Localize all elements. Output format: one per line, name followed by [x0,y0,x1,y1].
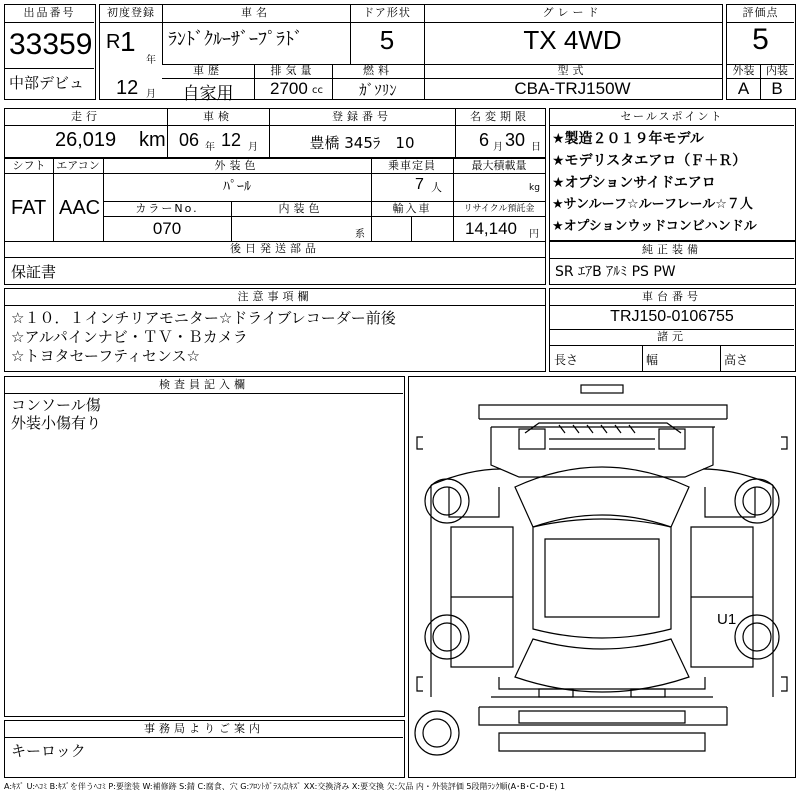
chassis-number: TRJ150-0106755 [610,308,734,325]
venue-name: 中部デビュ [9,74,85,92]
first-reg-era: R [106,31,121,53]
office-value: キーロック [11,742,86,760]
genuine-label: 純正装備 [642,243,702,256]
first-reg-month: 12 [116,77,139,99]
ac-label: エアコン [56,159,100,172]
details-box [4,108,546,285]
lot-number: 33359 [9,28,93,61]
office-label: 事務局よりご案内 [144,722,264,735]
inspection-month: 12 [221,130,242,150]
notes-line: ☆１０．１インチリアモニター☆ドライブレコーダー前後 [11,309,396,327]
displacement-value: 2700 [270,79,308,98]
interior-color-unit: 系 [355,229,365,240]
car-name-label: 車名 [241,6,271,19]
fuel-label: 燃料 [363,64,393,77]
dims-label: 諸元 [657,330,687,343]
inspector-line: コンソール傷 [11,396,101,414]
grade-value: TX 4WD [523,25,622,55]
load-label: 最大積載量 [471,159,527,172]
fuel-value: ｶﾞｿﾘﾝ [359,81,397,99]
interior-color-label: 内装色 [278,202,324,215]
later-parts-label: 後日発送部品 [230,242,320,255]
inspection-label: 車検 [203,110,233,123]
genuine-equipment-box [549,241,796,285]
car-diagram-box [408,376,796,778]
sales-points-box [549,108,796,241]
capacity-unit: 人 [431,181,442,194]
grade-label: グレード [542,6,603,19]
chassis-box [549,288,796,372]
inspection-year: 06 [179,130,200,150]
notes-line: ☆アルパインナビ・ＴＶ・Ｂカメラ [11,328,248,346]
height-label: 高さ [724,353,749,367]
shift-label: シフト [12,159,46,172]
sales-point-item: ★オプションウッドコンビハンドル [552,219,757,234]
transfer-month-unit: 月 [493,142,503,153]
office-box [4,720,405,778]
length-label: 長さ [554,353,579,367]
model-value: CBA-TRJ150W [514,79,631,98]
first-reg-year: 1 [120,26,136,57]
genuine-value: SR ｴｱB ｱﾙﾐ PS PW [555,264,676,280]
doors-value: 5 [379,25,395,55]
capacity-label: 乗車定員 [388,159,436,172]
interior-grade: B [771,79,783,98]
plate-label: 登録番号 [332,110,392,123]
transfer-month: 6 [479,130,490,150]
transfer-day: 30 [505,130,526,150]
exterior-label: 外装 [732,64,755,77]
score-box [726,4,796,100]
score-value: 5 [752,23,769,56]
legend-text: A:ｷｽﾞ U:ﾍｺﾐ B:ｷｽﾞを伴うﾍｺﾐ P:要塗装 W:補修跡 S:錆 C:腐食、穴 G:ﾌﾛﾝﾄｶﾞﾗｽ点ｷｽﾞ XX:交換済み X:要交換 欠:欠品 内・外装評価 5段階ﾗﾝｸ順(A･B･C･D･E) 1 [4,782,566,791]
notes-box [4,288,546,372]
notes-label: 注意事項欄 [237,290,313,303]
width-label: 幅 [646,353,659,367]
displacement-label: 排気量 [270,64,316,77]
recycle-label: リサイクル預託金 [463,204,535,214]
sales-points-list [552,128,796,238]
damage-mark: U1 [717,611,737,628]
ac-value: AAC [59,197,101,219]
sales-point-item: ★オプションサイドエアロ [552,175,716,191]
recycle-unit: 円 [529,229,539,240]
history-value: 自家用 [182,84,234,104]
sales-point-item: ★製造２０１９年モデル [552,131,704,147]
car-body-diagram [409,377,794,776]
exterior-grade: A [737,79,750,98]
notes-line: ☆トヨタセーフティセンス☆ [11,347,200,365]
model-label: 型式 [557,64,588,77]
vehicle-info-box [99,4,723,104]
displacement-unit: cc [312,85,323,96]
later-parts-value: 保証書 [11,263,57,281]
color-label: 外装色 [214,159,260,172]
transfer-day-unit: 日 [531,142,541,153]
car-name: ﾗﾝﾄﾞｸﾙｰｻﾞｰﾌﾟﾗﾄﾞ [168,29,303,50]
sales-points-label: セールスポイント [620,110,724,123]
load-unit: kg [529,183,540,193]
first-reg-year-unit: 年 [146,55,156,66]
interior-label: 内装 [766,64,788,77]
capacity-value: 7 [415,176,424,193]
import-label: 輸入車 [392,202,432,215]
inspector-line: 外装小傷有り [11,414,102,432]
inspector-label: 検査員記入欄 [159,378,249,391]
color-no-value: 070 [152,219,182,238]
color-value: ﾊﾟｰﾙ [223,179,251,195]
plate-value: 豊橋 345ﾗ 10 [309,134,415,152]
recycle-value: 14,140 [465,219,517,238]
doors-label: ドア形状 [363,6,411,19]
mileage-unit: km [139,129,166,151]
chassis-label: 車台番号 [642,290,702,303]
inspection-month-unit: 月 [248,142,258,153]
sales-point-item: ★モデリスタエアロ（Ｆ＋Ｒ） [552,153,747,169]
first-reg-label: 初度登録 [107,6,155,19]
transfer-label: 名変期限 [470,110,530,123]
score-label: 評価点 [742,6,779,19]
lot-label: 出品番号 [23,6,76,19]
shift-value: FAT [11,197,47,219]
inspection-year-unit: 年 [205,142,215,153]
inspector-box [4,376,405,717]
lot-box [4,4,96,100]
mileage-value: 26,019 [55,129,117,151]
mileage-label: 走行 [71,110,101,123]
color-no-label: カラーNo. [135,202,199,215]
history-label: 車歴 [193,64,223,77]
sales-point-item: ★サンルーフ☆ルーフレール☆７人 [552,197,753,212]
first-reg-month-unit: 月 [146,89,156,100]
